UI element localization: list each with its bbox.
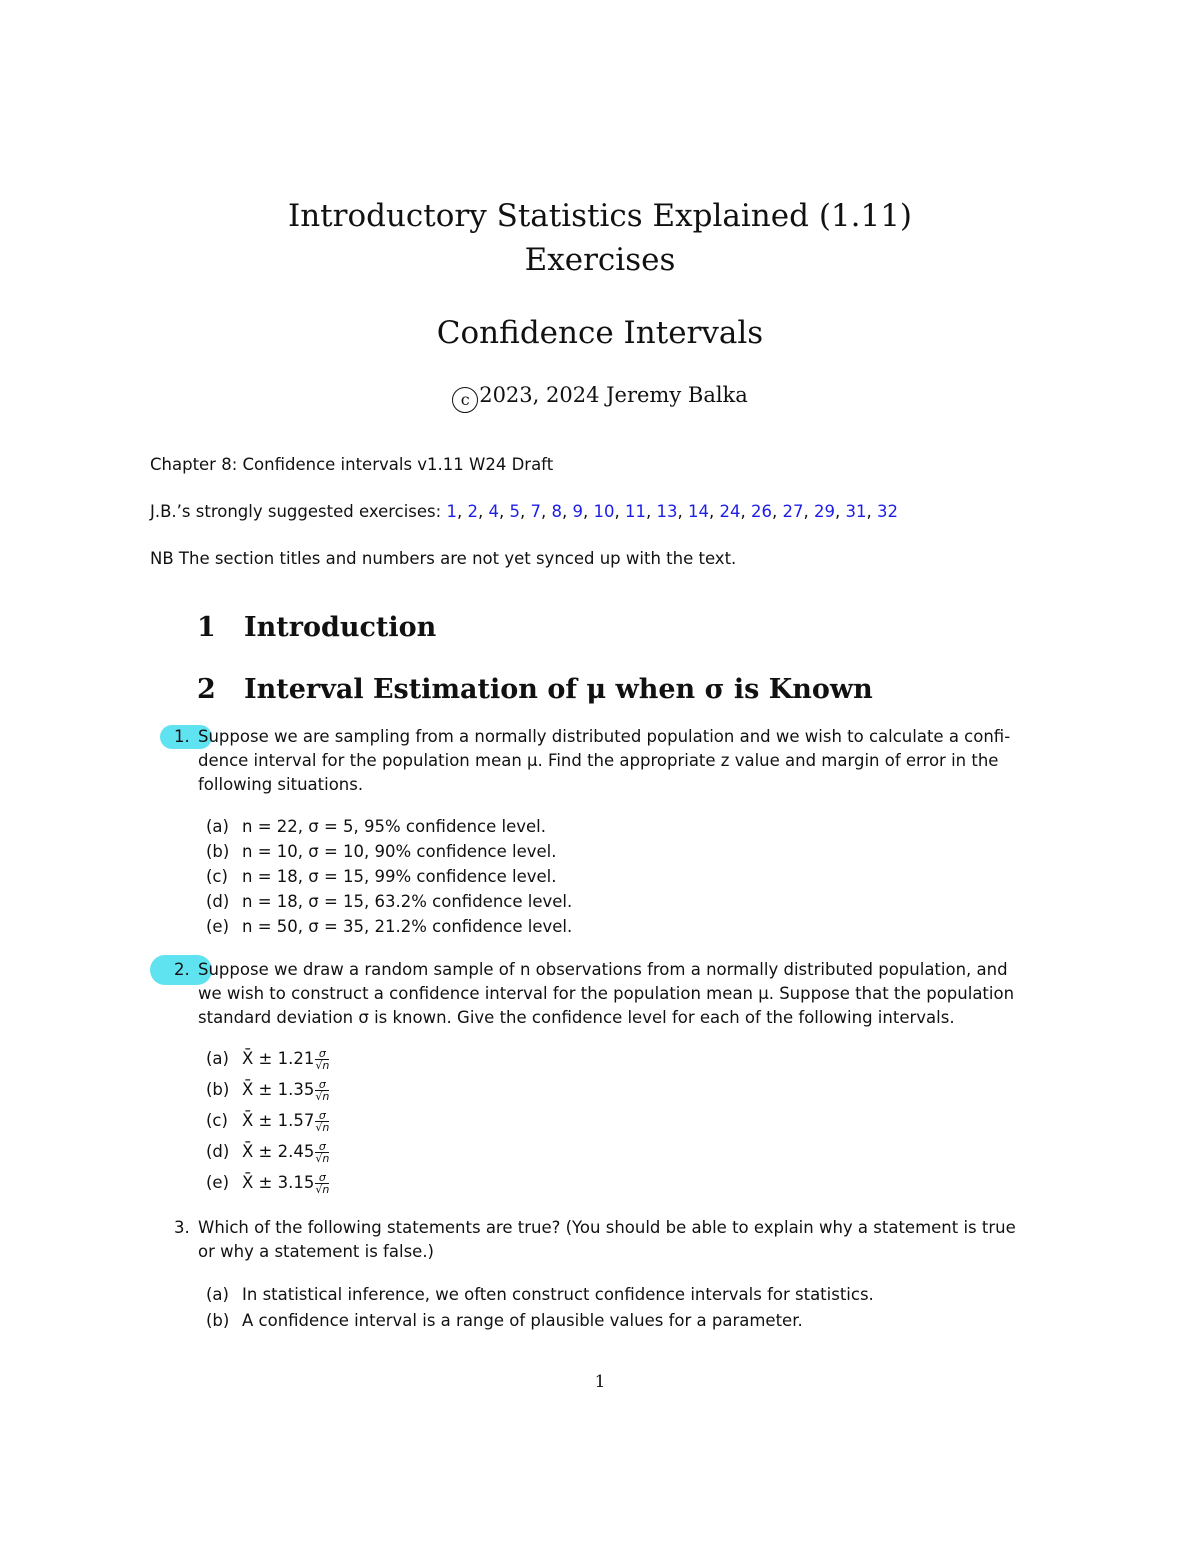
suggested-links xyxy=(446,502,898,521)
link-separator: , xyxy=(498,502,510,521)
part-label: (e) xyxy=(206,1173,230,1192)
section-title: Introduction xyxy=(244,612,437,643)
exercise-link-24[interactable]: 24 xyxy=(719,502,741,521)
part-label: (a) xyxy=(206,817,229,836)
document-subtitle: Exercises xyxy=(524,242,676,278)
exercise-link-9[interactable]: 9 xyxy=(572,502,583,521)
fraction-denominator: √n xyxy=(315,1121,330,1134)
part-text xyxy=(242,1108,329,1133)
part-label: (d) xyxy=(206,892,230,911)
part-text xyxy=(242,1139,329,1164)
part-expression: X̄ ± 1.35 xyxy=(242,1080,315,1099)
part-label: (c) xyxy=(206,1111,228,1130)
part-text: A confidence interval is a range of plausible values for a parameter. xyxy=(242,1311,803,1330)
link-separator: , xyxy=(582,502,594,521)
sigma-over-root-n xyxy=(315,1048,329,1071)
link-separator: , xyxy=(614,502,625,521)
fraction-denominator: √n xyxy=(315,1183,330,1196)
fraction-denominator: √n xyxy=(315,1152,330,1165)
link-separator: , xyxy=(477,502,489,521)
link-separator: , xyxy=(561,502,573,521)
link-separator: , xyxy=(645,502,657,521)
link-separator: , xyxy=(740,502,751,521)
sigma-over-root-n xyxy=(315,1172,329,1195)
fraction-numerator: σ xyxy=(315,1172,329,1184)
link-separator: , xyxy=(677,502,688,521)
part-label: (c) xyxy=(206,867,228,886)
page-number: 1 xyxy=(594,1372,606,1392)
part-label: (b) xyxy=(206,1080,230,1099)
suggested-exercises xyxy=(150,500,898,524)
suggested-label: J.B.’s strongly suggested exercises: xyxy=(150,502,442,521)
exercise-link-7[interactable]: 7 xyxy=(530,502,541,521)
sigma-over-root-n xyxy=(315,1079,329,1102)
exercise-link-32[interactable]: 32 xyxy=(876,502,898,521)
exercise-link-2[interactable]: 2 xyxy=(467,502,478,521)
section-number: 1 xyxy=(197,612,216,643)
section-title: Interval Estimation of μ when σ is Known xyxy=(244,674,873,705)
exercise-line: Suppose we are sampling from a normally distributed population and we wish to calculate a confi- xyxy=(198,727,1011,746)
sync-note: NB The section titles and numbers are not yet synced up with the text. xyxy=(150,549,737,568)
exercise-line: we wish to construct a confidence interval for the population mean μ. Suppose that the population xyxy=(198,984,1015,1003)
part-expression: X̄ ± 1.21 xyxy=(242,1049,315,1068)
part-text: n = 18, σ = 15, 99% confidence level. xyxy=(242,867,557,886)
link-separator: , xyxy=(540,502,552,521)
part-label: (d) xyxy=(206,1142,230,1161)
fraction-numerator: σ xyxy=(315,1048,329,1060)
exercise-2-text xyxy=(198,958,1058,1030)
exercise-1-text xyxy=(198,725,1058,797)
link-separator: , xyxy=(708,502,720,521)
sigma-over-root-n xyxy=(315,1141,329,1164)
exercise-number: 1. xyxy=(174,727,190,746)
exercise-line: following situations. xyxy=(198,775,364,794)
document-title: Introductory Statistics Explained (1.11) xyxy=(287,198,913,234)
part-label: (e) xyxy=(206,917,230,936)
fraction-numerator: σ xyxy=(315,1141,329,1153)
exercise-link-26[interactable]: 26 xyxy=(750,502,772,521)
part-text xyxy=(242,1046,329,1071)
exercise-link-10[interactable]: 10 xyxy=(593,502,615,521)
fraction-numerator: σ xyxy=(315,1079,329,1091)
part-label: (a) xyxy=(206,1049,229,1068)
chapter-title: Confidence Intervals xyxy=(436,315,764,351)
link-separator: , xyxy=(771,502,783,521)
exercise-link-4[interactable]: 4 xyxy=(488,502,499,521)
copyright-line xyxy=(0,380,1200,413)
exercise-line: dence interval for the population mean μ. Find the appropriate z value and margin of error in the xyxy=(198,751,999,770)
exercise-link-5[interactable]: 5 xyxy=(509,502,520,521)
exercise-link-13[interactable]: 13 xyxy=(656,502,678,521)
exercise-link-29[interactable]: 29 xyxy=(813,502,835,521)
part-expression: X̄ ± 2.45 xyxy=(242,1142,315,1161)
exercise-number: 2. xyxy=(174,960,190,979)
exercise-line: standard deviation σ is known. Give the confidence level for each of the following intervals. xyxy=(198,1008,955,1027)
link-separator: , xyxy=(456,502,468,521)
copyright-icon: c xyxy=(452,387,478,413)
part-text xyxy=(242,1170,329,1195)
fraction-numerator: σ xyxy=(315,1110,329,1122)
part-label: (b) xyxy=(206,842,230,861)
link-separator: , xyxy=(834,502,846,521)
exercise-link-31[interactable]: 31 xyxy=(845,502,867,521)
exercise-link-11[interactable]: 11 xyxy=(624,502,646,521)
link-separator: , xyxy=(803,502,814,521)
exercise-link-14[interactable]: 14 xyxy=(687,502,709,521)
fraction-denominator: √n xyxy=(315,1090,330,1103)
chapter-line: Chapter 8: Confidence intervals v1.11 W24 Draft xyxy=(150,455,554,474)
part-text: n = 50, σ = 35, 21.2% confidence level. xyxy=(242,917,573,936)
exercise-number: 3. xyxy=(174,1218,190,1237)
part-expression: X̄ ± 3.15 xyxy=(242,1173,315,1192)
link-separator: , xyxy=(519,502,531,521)
copyright-text: 2023, 2024 Jeremy Balka xyxy=(479,383,748,407)
part-text: n = 10, σ = 10, 90% confidence level. xyxy=(242,842,557,861)
part-text: n = 18, σ = 15, 63.2% confidence level. xyxy=(242,892,573,911)
exercise-link-1[interactable]: 1 xyxy=(446,502,457,521)
section-number: 2 xyxy=(197,674,216,705)
exercise-link-27[interactable]: 27 xyxy=(782,502,804,521)
exercise-3-text xyxy=(198,1216,1058,1264)
part-text xyxy=(242,1077,329,1102)
part-label: (b) xyxy=(206,1311,230,1330)
part-text: n = 22, σ = 5, 95% confidence level. xyxy=(242,817,546,836)
exercise-line: Suppose we draw a random sample of n observations from a normally distributed population, and xyxy=(198,960,1008,979)
part-label: (a) xyxy=(206,1285,229,1304)
fraction-denominator: √n xyxy=(315,1059,330,1072)
link-separator: , xyxy=(866,502,877,521)
exercise-line: Which of the following statements are true? (You should be able to explain why a statement is true xyxy=(198,1218,1016,1237)
part-expression: X̄ ± 1.57 xyxy=(242,1111,315,1130)
exercise-link-8[interactable]: 8 xyxy=(551,502,562,521)
part-text: In statistical inference, we often construct confidence intervals for statistics. xyxy=(242,1285,874,1304)
sigma-over-root-n xyxy=(315,1110,329,1133)
exercise-line: or why a statement is false.) xyxy=(198,1242,434,1261)
